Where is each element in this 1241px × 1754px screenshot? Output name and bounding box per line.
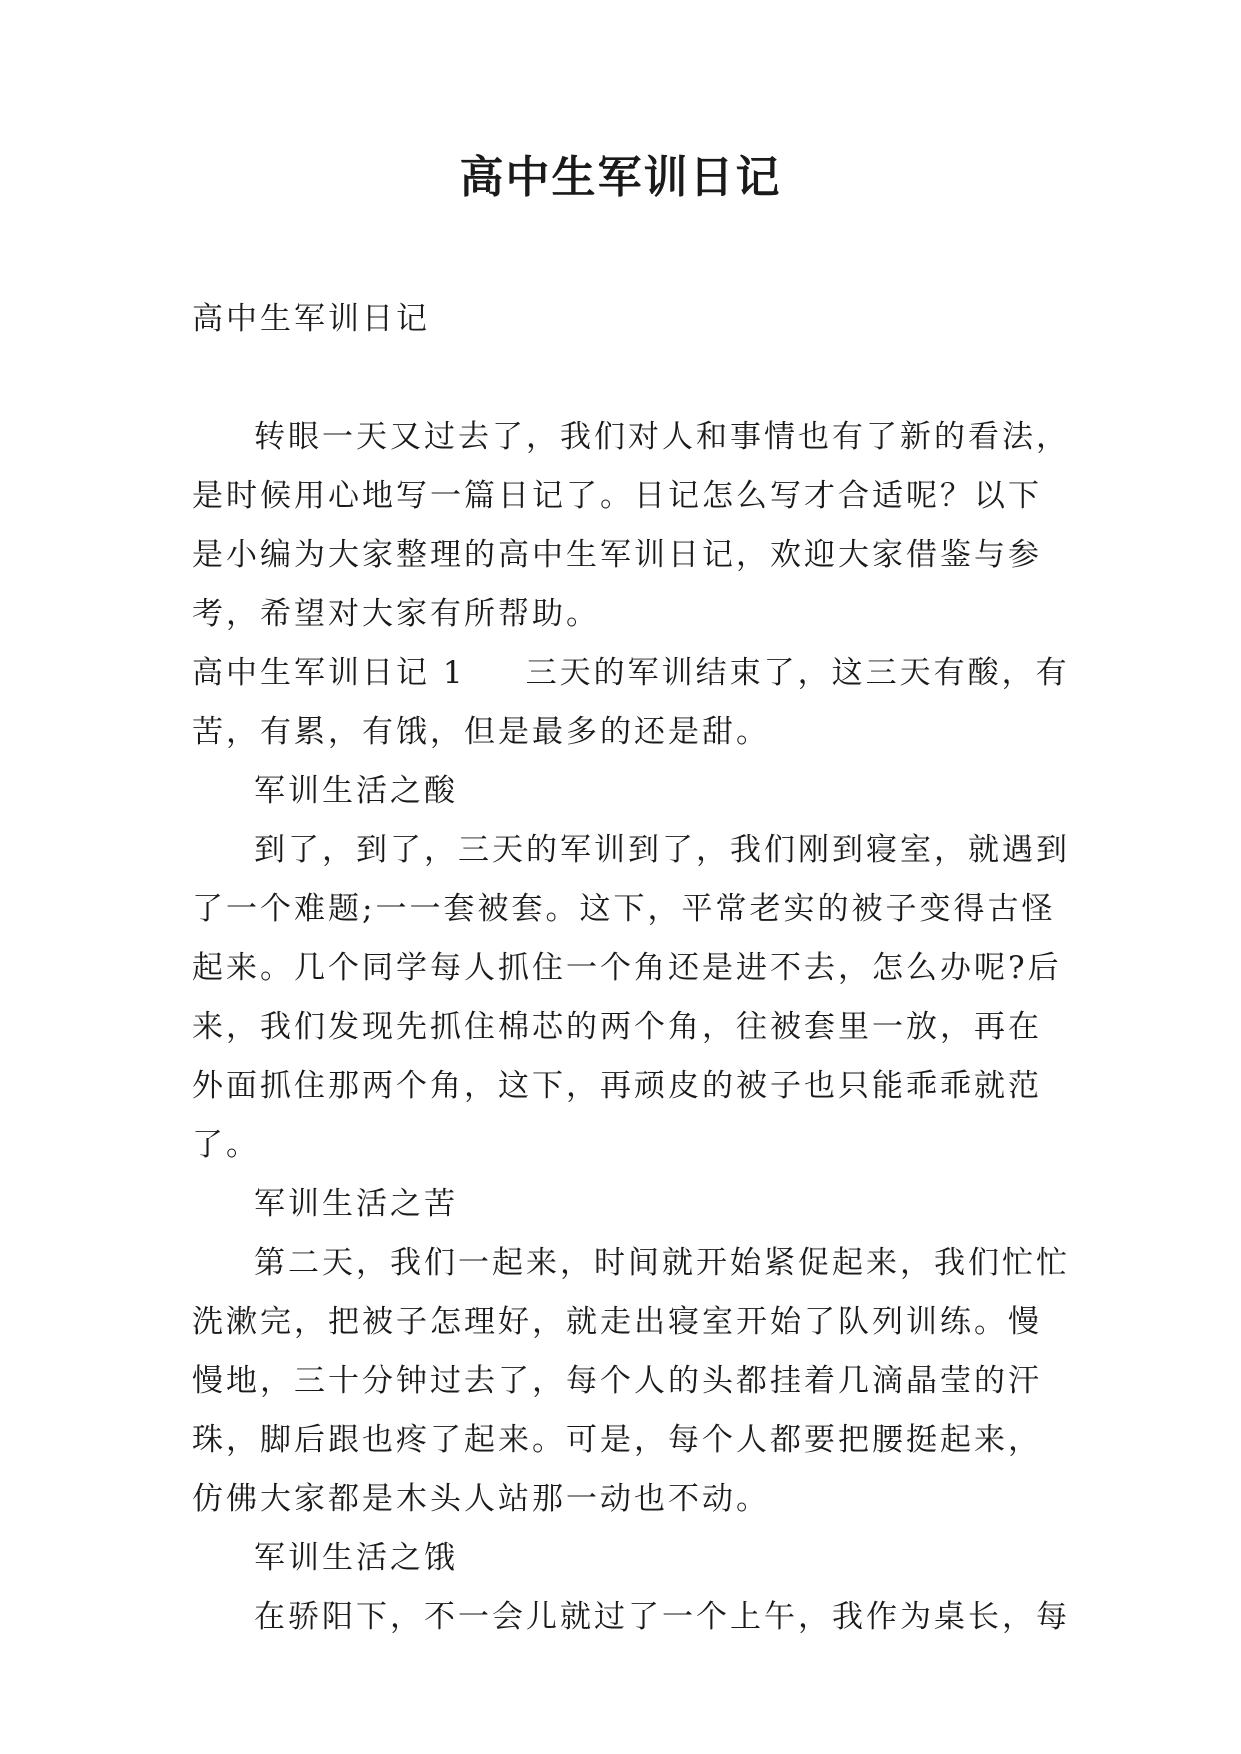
entry-1-paragraph — [192, 644, 1072, 762]
entry-1-label: 高中生军训日记 1 — [192, 655, 466, 691]
section-heading-bitter: 军训生活之苦 — [254, 1186, 458, 1222]
intro-paragraph: 转眼一天又过去了，我们对人和事情也有了新的看法，是时候用心地写一篇日记了。日记怎么写才合适呢？以下是小编为大家整理的高中生军训日记，欢迎大家借鉴与参考，希望对大家有所帮助。 — [192, 419, 1070, 632]
section-heading-sour: 军训生活之酸 — [254, 773, 458, 809]
section-paragraph-hungry: 在骄阳下，不一会儿就过了一个上午，我作为桌长，每 — [254, 1599, 1070, 1635]
section-heading-hungry: 军训生活之饿 — [254, 1540, 458, 1576]
document-title: 高中生军训日记 — [459, 152, 782, 203]
section-paragraph-sour: 到了，到了，三天的军训到了，我们刚到寝室，就遇到了一个难题;一一套被套。这下，平常老实的被子变得古怪起来。几个同学每人抓住一个角还是进不去，怎么办呢?后来，我们发现先抓住棉芯的两个角，往被套里一放，再在外面抓住那两个角，这下，再顽皮的被子也只能乖乖就范了。 — [192, 832, 1070, 1163]
document-subtitle: 高中生军训日记 — [192, 301, 430, 337]
entry-1-text: 三天的军训结束了，这三天有酸，有苦，有累，有饿，但是最多的还是甜。 — [192, 655, 1070, 750]
section-paragraph-bitter: 第二天，我们一起来，时间就开始紧促起来，我们忙忙洗漱完，把被子怎理好，就走出寝室开始了队列训练。慢慢地，三十分钟过去了，每个人的头都挂着几滴晶莹的汗珠，脚后跟也疼了起来。可是，每个人都要把腰挺起来，仿佛大家都是木头人站那一动也不动。 — [192, 1245, 1070, 1517]
document-body — [192, 290, 1072, 1647]
